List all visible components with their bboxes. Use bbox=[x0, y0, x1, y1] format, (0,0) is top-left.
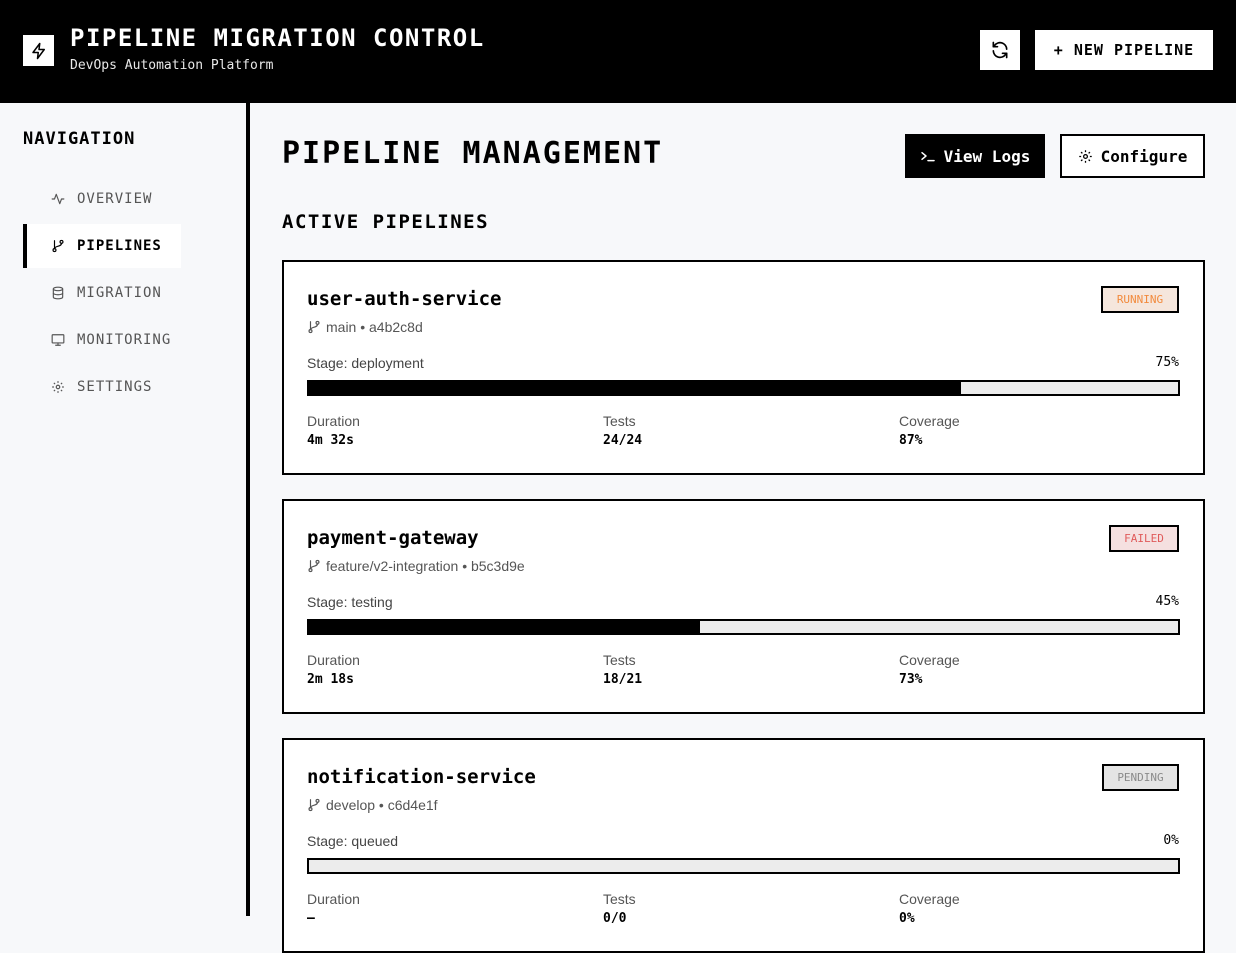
sidebar-item-label: MONITORING bbox=[77, 332, 172, 348]
metric-tests bbox=[603, 891, 636, 926]
refresh-button[interactable] bbox=[980, 30, 1020, 70]
metric-label: Coverage bbox=[899, 413, 960, 429]
metric-label: Tests bbox=[603, 413, 636, 429]
progress-bar bbox=[307, 858, 1180, 874]
metric-duration bbox=[307, 652, 360, 687]
pipeline-name: notification-service bbox=[307, 766, 536, 788]
view-logs-button[interactable] bbox=[905, 134, 1045, 178]
metric-value: 4m 32s bbox=[307, 433, 354, 448]
stage-label: Stage: deployment bbox=[307, 355, 424, 371]
sidebar-item-migration[interactable] bbox=[23, 271, 181, 315]
branch-info bbox=[307, 797, 438, 813]
sidebar-item-settings[interactable] bbox=[23, 365, 181, 409]
sidebar-item-overview[interactable] bbox=[23, 177, 181, 221]
configure-label: Configure bbox=[1100, 146, 1188, 166]
progress-percent: 45% bbox=[1155, 594, 1179, 609]
app-subtitle: DevOps Automation Platform bbox=[70, 58, 274, 73]
metric-coverage bbox=[899, 891, 960, 926]
lightning-icon bbox=[23, 35, 54, 66]
pipeline-name: user-auth-service bbox=[307, 288, 502, 310]
metric-value: 0% bbox=[899, 911, 915, 926]
status-badge: RUNNING bbox=[1101, 286, 1179, 313]
metric-value: 0/0 bbox=[603, 911, 627, 926]
metric-label: Duration bbox=[307, 413, 360, 429]
stage-label: Stage: queued bbox=[307, 833, 399, 849]
section-title: ACTIVE PIPELINES bbox=[282, 211, 490, 233]
metric-value: — bbox=[307, 911, 315, 926]
progress-fill bbox=[309, 621, 700, 633]
metric-coverage bbox=[899, 652, 960, 687]
metric-tests bbox=[603, 413, 642, 448]
status-badge: FAILED bbox=[1109, 525, 1179, 552]
database-icon bbox=[51, 286, 65, 300]
git-branch-icon bbox=[307, 320, 321, 334]
metric-value: 18/21 bbox=[603, 672, 643, 687]
new-pipeline-button[interactable]: + NEW PIPELINE bbox=[1035, 30, 1213, 70]
gear-icon bbox=[51, 380, 65, 394]
git-branch-icon bbox=[307, 798, 321, 812]
status-badge: PENDING bbox=[1102, 764, 1179, 791]
metric-duration bbox=[307, 413, 360, 448]
progress-bar bbox=[307, 619, 1180, 635]
view-logs-label: View Logs bbox=[943, 146, 1031, 166]
metric-value: 2m 18s bbox=[307, 672, 354, 687]
branch-info bbox=[307, 319, 423, 335]
git-branch-icon bbox=[307, 559, 321, 573]
metric-label: Coverage bbox=[899, 891, 960, 907]
monitor-icon bbox=[51, 333, 65, 347]
progress-percent: 0% bbox=[1163, 833, 1179, 848]
top-bar bbox=[0, 0, 1236, 103]
refresh-icon bbox=[990, 40, 1010, 60]
pipeline-card[interactable] bbox=[282, 499, 1205, 714]
page-title: PIPELINE MANAGEMENT bbox=[282, 136, 664, 171]
configure-button[interactable] bbox=[1060, 134, 1205, 178]
metric-duration bbox=[307, 891, 360, 926]
sidebar-item-pipelines[interactable] bbox=[23, 224, 181, 268]
sidebar-item-monitoring[interactable] bbox=[23, 318, 181, 362]
pipeline-card[interactable] bbox=[282, 260, 1205, 475]
metric-label: Tests bbox=[603, 891, 636, 907]
progress-percent: 75% bbox=[1155, 355, 1179, 370]
branch-info bbox=[307, 558, 525, 574]
sidebar-item-label: MIGRATION bbox=[77, 285, 162, 301]
branch-label: feature/v2-integration • b5c3d9e bbox=[326, 558, 525, 574]
activity-icon bbox=[51, 192, 65, 206]
metric-label: Duration bbox=[307, 891, 360, 907]
branch-label: develop • c6d4e1f bbox=[326, 797, 438, 813]
nav-heading: NAVIGATION bbox=[23, 129, 136, 149]
sidebar-item-label: PIPELINES bbox=[77, 238, 162, 254]
progress-fill bbox=[309, 382, 961, 394]
pipeline-name: payment-gateway bbox=[307, 527, 479, 549]
metric-tests bbox=[603, 652, 642, 687]
gear-icon bbox=[1078, 149, 1093, 164]
metric-value: 73% bbox=[899, 672, 923, 687]
sidebar-divider bbox=[246, 103, 250, 916]
progress-bar bbox=[307, 380, 1180, 396]
metric-label: Tests bbox=[603, 652, 636, 668]
sidebar-item-label: OVERVIEW bbox=[77, 191, 153, 207]
metric-label: Duration bbox=[307, 652, 360, 668]
sidebar-item-label: SETTINGS bbox=[77, 379, 153, 395]
branch-label: main • a4b2c8d bbox=[326, 319, 423, 335]
metric-value: 87% bbox=[899, 433, 923, 448]
metric-value: 24/24 bbox=[603, 433, 643, 448]
metric-label: Coverage bbox=[899, 652, 960, 668]
git-branch-icon bbox=[51, 239, 65, 253]
stage-label: Stage: testing bbox=[307, 594, 393, 610]
pipeline-card[interactable] bbox=[282, 738, 1205, 953]
terminal-icon bbox=[920, 149, 936, 163]
metric-coverage bbox=[899, 413, 960, 448]
app-title: PIPELINE MIGRATION CONTROL bbox=[70, 24, 485, 52]
